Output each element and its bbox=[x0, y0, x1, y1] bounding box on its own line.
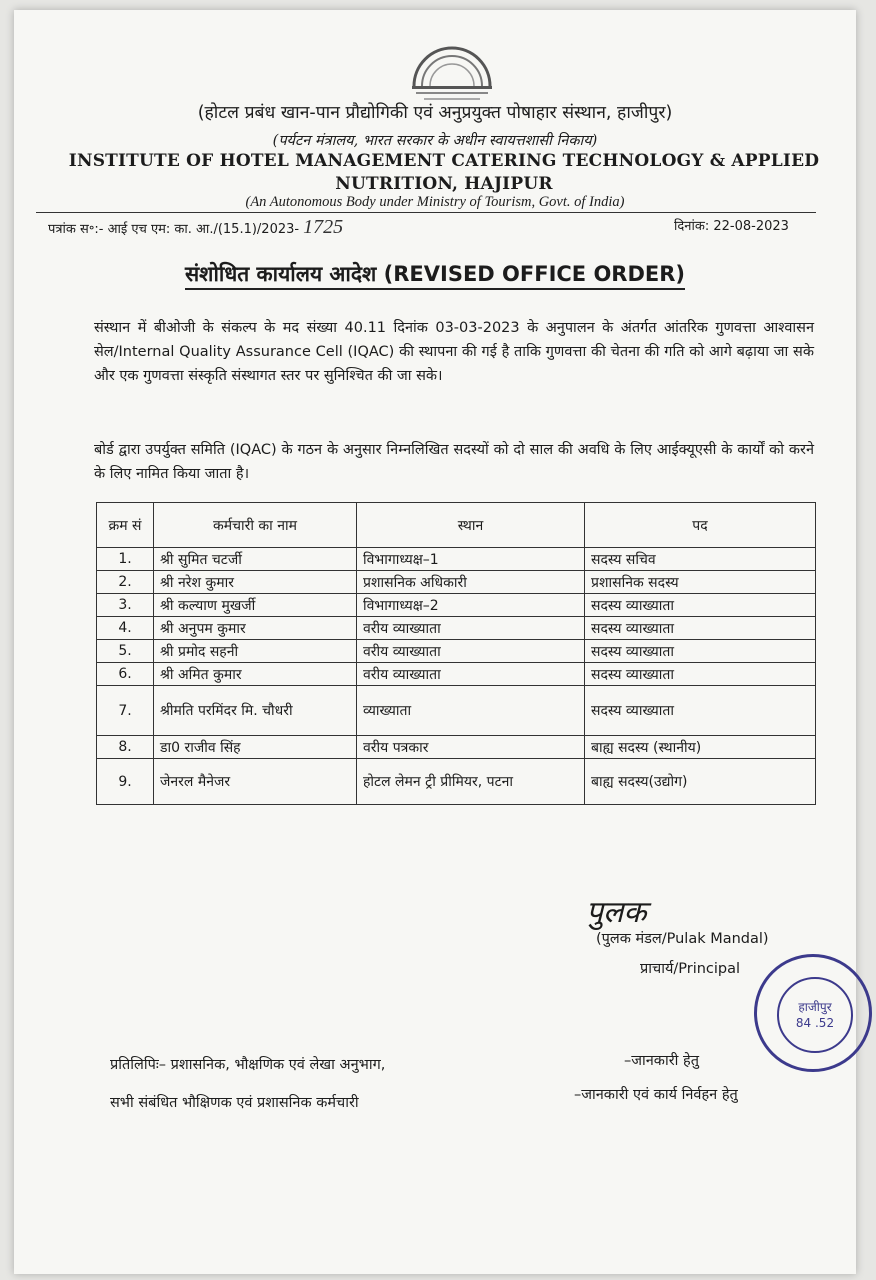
members-table bbox=[96, 502, 816, 805]
order-title bbox=[14, 260, 856, 288]
order-date: दिनांक: 22-08-2023 bbox=[674, 219, 789, 234]
seal-city: हाजीपुर bbox=[798, 1000, 832, 1014]
table-row bbox=[97, 548, 816, 571]
header-position: स्थान bbox=[357, 503, 585, 548]
row-serial: 5. bbox=[97, 640, 154, 663]
row-name: श्री सुमित चटर्जी bbox=[154, 548, 357, 571]
institute-logo bbox=[406, 42, 498, 104]
row-name: श्री प्रमोद सहनी bbox=[154, 640, 357, 663]
signature-scrawl: पुलक bbox=[586, 896, 647, 929]
header-hindi-subtitle: (पर्यटन मंत्रालय, भारत सरकार के अधीन स्वायत्तशासी निकाय) bbox=[272, 133, 598, 149]
header-hindi-name: (होटल प्रबंध खान-पान प्रौद्योगिकी एवं अनुप्रयुक्त पोषाहार संस्थान, हाजीपुर) bbox=[197, 103, 673, 123]
row-role: सदस्य सचिव bbox=[585, 548, 816, 571]
header-divider bbox=[36, 212, 816, 213]
row-name: श्री अमित कुमार bbox=[154, 663, 357, 686]
row-name: श्रीमति परमिंदर मि. चौधरी bbox=[154, 686, 357, 736]
row-name: जेनरल मैनेजर bbox=[154, 759, 357, 805]
order-title-text: संशोधित कार्यालय आदेश (REVISED OFFICE ORDER) bbox=[185, 262, 685, 290]
row-role: सदस्य व्याख्याता bbox=[585, 617, 816, 640]
row-role: सदस्य व्याख्याता bbox=[585, 640, 816, 663]
row-role: सदस्य व्याख्याता bbox=[585, 686, 816, 736]
table-row bbox=[97, 759, 816, 805]
reference-handwritten-number: 1725 bbox=[303, 216, 344, 238]
document-page bbox=[14, 10, 856, 1274]
row-position: प्रशासनिक अधिकारी bbox=[357, 571, 585, 594]
row-serial: 7. bbox=[97, 686, 154, 736]
row-name: श्री अनुपम कुमार bbox=[154, 617, 357, 640]
seal-text bbox=[779, 999, 851, 1031]
reference-number bbox=[48, 216, 343, 239]
row-name: डा0 राजीव सिंह bbox=[154, 736, 357, 759]
header-english-name: INSTITUTE OF HOTEL MANAGEMENT CATERING TECHNOLOGY & APPLIED NUTRITION, HAJIPUR bbox=[68, 151, 820, 194]
table-row bbox=[97, 686, 816, 736]
row-serial: 1. bbox=[97, 548, 154, 571]
row-position: विभागाध्यक्ष–1 bbox=[357, 548, 585, 571]
header-employee-name: कर्मचारी का नाम bbox=[154, 503, 357, 548]
signatory-name: (पुलक मंडल/Pulak Mandal) bbox=[596, 931, 769, 947]
table-row bbox=[97, 594, 816, 617]
header-serial: क्रम सं bbox=[97, 503, 154, 548]
row-serial: 3. bbox=[97, 594, 154, 617]
row-position: विभागाध्यक्ष–2 bbox=[357, 594, 585, 617]
row-role: बाह्य सदस्य (स्थानीय) bbox=[585, 736, 816, 759]
table-row bbox=[97, 571, 816, 594]
row-serial: 2. bbox=[97, 571, 154, 594]
row-position: वरीय व्याख्याता bbox=[357, 663, 585, 686]
paragraph-2: बोर्ड द्वारा उपर्युक्त समिति (IQAC) के गठन के अनुसार निम्नलिखित सदस्यों को दो साल की अवधि के लिए आईक्यूएसी के कार्यों को करने के लिए नामित किया जाता है। bbox=[94, 442, 814, 482]
header-english-subtitle: (An Autonomous Body under Ministry of Tourism, Govt. of India) bbox=[245, 194, 625, 210]
row-serial: 4. bbox=[97, 617, 154, 640]
seal-inner-ring bbox=[777, 977, 853, 1053]
row-role: प्रशासनिक सदस्य bbox=[585, 571, 816, 594]
table-header-row bbox=[97, 503, 816, 548]
header-role: पद bbox=[585, 503, 816, 548]
copy-to-line-2: सभी संबंधित भौक्षिणक एवं प्रशासनिक कर्मचारी bbox=[110, 1095, 359, 1111]
row-position: वरीय व्याख्याता bbox=[357, 640, 585, 663]
row-position: व्याख्याता bbox=[357, 686, 585, 736]
row-position: वरीय व्याख्याता bbox=[357, 617, 585, 640]
row-name: श्री नरेश कुमार bbox=[154, 571, 357, 594]
official-seal-stamp bbox=[754, 954, 872, 1072]
table-row bbox=[97, 736, 816, 759]
row-serial: 8. bbox=[97, 736, 154, 759]
table-row bbox=[97, 617, 816, 640]
copy-purpose-1: –जानकारी हेतु bbox=[624, 1053, 699, 1069]
signatory-designation: प्राचार्य/Principal bbox=[640, 961, 741, 977]
row-name: श्री कल्याण मुखर्जी bbox=[154, 594, 357, 617]
row-position: वरीय पत्रकार bbox=[357, 736, 585, 759]
row-serial: 9. bbox=[97, 759, 154, 805]
paragraph-1: संस्थान में बीओजी के संकल्प के मद संख्या 40.11 दिनांक 03-03-2023 के अनुपालन के अंतर्गत आंतरिक गुणवत्ता आश्वासन सेल/Internal Quality Assurance Cell (IQAC) की स्थापना की गई है ताकि गुणवत्ता की चेतना की गति को आगे बढ़ाया जा सके और एक गुणवत्ता संस्कृति संस्थागत स्तर पर सुनिश्चित की जा सके। bbox=[94, 320, 814, 384]
seal-code: 84 .52 bbox=[795, 1016, 835, 1030]
row-role: सदस्य व्याख्याता bbox=[585, 663, 816, 686]
row-role: सदस्य व्याख्याता bbox=[585, 594, 816, 617]
row-serial: 6. bbox=[97, 663, 154, 686]
reference-label: पत्रांक स॰:- आई एच एम: का. आ./(15.1)/2023- bbox=[48, 222, 300, 237]
table-row bbox=[97, 640, 816, 663]
row-role: बाह्य सदस्य(उद्योग) bbox=[585, 759, 816, 805]
row-position: होटल लेमन ट्री प्रीमियर, पटना bbox=[357, 759, 585, 805]
table-row bbox=[97, 663, 816, 686]
copy-purpose-2: –जानकारी एवं कार्य निर्वहन हेतु bbox=[574, 1087, 738, 1103]
copy-to-line-1: प्रतिलिपिः– प्रशासनिक, भौक्षणिक एवं लेखा अनुभाग, bbox=[110, 1057, 386, 1073]
